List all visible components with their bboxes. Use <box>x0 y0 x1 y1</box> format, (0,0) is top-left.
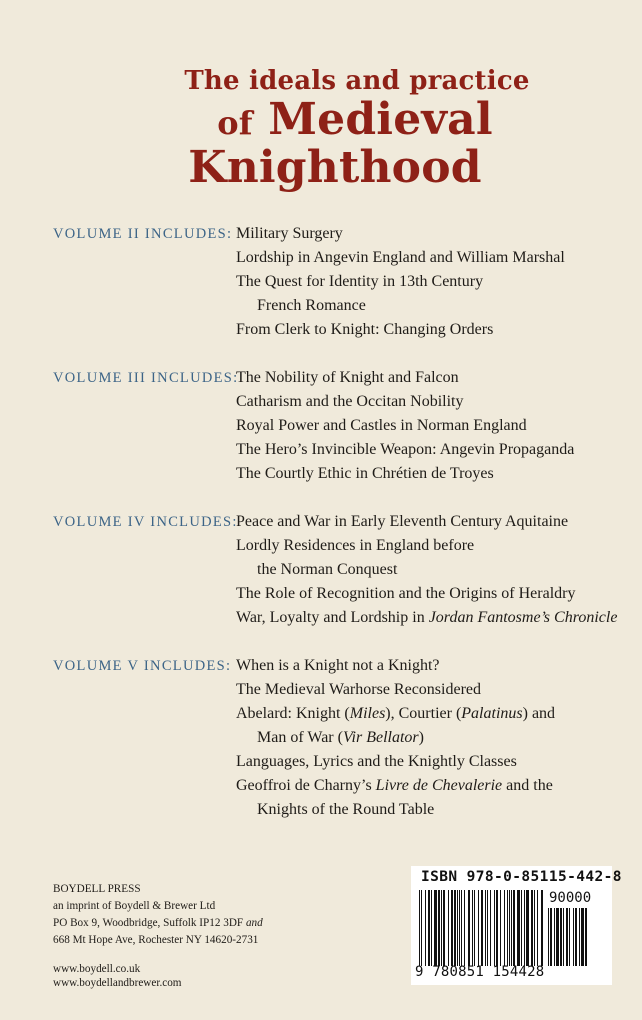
isbn-text: ISBN 978-0-85115-442-8 <box>421 869 622 885</box>
barcode-bar <box>478 890 479 966</box>
barcode-bar <box>531 890 533 966</box>
volume-label: VOLUME IV INCLUDES: <box>53 514 238 530</box>
contents-item: Lordship in Angevin England and William Marshal <box>236 249 565 266</box>
barcode-bar <box>573 908 574 966</box>
barcode <box>411 866 622 985</box>
barcode-bar <box>481 890 483 966</box>
publisher-line: 668 Mt Hope Ave, Rochester NY 14620-2731 <box>53 934 259 946</box>
title-line-2 <box>34 94 642 145</box>
barcode-bar <box>585 908 587 966</box>
barcode-bar <box>419 890 420 966</box>
barcode-bar <box>504 890 505 966</box>
barcode-bar <box>581 908 584 966</box>
barcode-digits: 9 780851 154428 <box>415 964 545 980</box>
item-text: ) and <box>522 705 556 722</box>
barcode-bar <box>541 890 543 966</box>
barcode-bar <box>461 890 462 966</box>
item-italic: Palatinus <box>461 705 523 722</box>
barcode-bar <box>464 890 465 966</box>
item-italic: Miles <box>349 705 386 722</box>
contents-item: Catharism and the Occitan Nobility <box>236 393 464 410</box>
contents-item: Languages, Lyrics and the Knightly Classes <box>236 753 517 770</box>
contents-item: Military Surgery <box>236 225 343 242</box>
item-text: Man of War ( <box>257 729 343 746</box>
contents-item: Knights of the Round Table <box>257 801 435 818</box>
website-link[interactable]: www.boydell.co.uk <box>53 963 141 975</box>
barcode-bar <box>434 890 437 966</box>
barcode-bar <box>524 890 525 966</box>
barcode-bar <box>579 908 580 966</box>
address-text: PO Box 9, Woodbridge, Suffolk IP12 3DF <box>53 917 244 929</box>
title-line-3: Knighthood <box>188 142 482 193</box>
item-text: Abelard: Knight ( <box>236 705 350 722</box>
barcode-bar <box>472 890 473 966</box>
barcode-bar <box>451 890 453 966</box>
item-text: War, Loyalty and Lordship in <box>236 609 425 626</box>
item-text: ) <box>418 729 424 746</box>
barcode-bar <box>563 908 564 966</box>
contents-item <box>236 609 617 627</box>
barcode-bar <box>560 908 562 966</box>
contents-item: The Quest for Identity in 13th Century <box>236 273 484 290</box>
barcode-bar <box>490 890 491 966</box>
title-of: of <box>217 104 253 142</box>
barcode-bar <box>448 890 449 966</box>
barcode-bar <box>575 908 577 966</box>
barcode-bars <box>419 890 543 966</box>
item-italic: Jordan Fantosme’s Chronicle <box>428 609 618 626</box>
barcode-bar <box>517 890 520 966</box>
contents-item: Peace and War in Early Eleventh Century Aquitaine <box>236 513 569 530</box>
barcode-bar <box>425 890 426 966</box>
item-italic: Vir Bellator <box>342 729 419 746</box>
publisher-name: BOYDELL PRESS <box>53 883 141 895</box>
barcode-bar <box>507 890 508 966</box>
contents-item: From Clerk to Knight: Changing Orders <box>236 321 494 338</box>
barcode-bar <box>513 890 515 966</box>
contents-item: The Nobility of Knight and Falcon <box>236 369 459 386</box>
item-italic: Livre de Chevalerie <box>375 777 503 794</box>
website-link[interactable]: www.boydellandbrewer.com <box>53 977 182 989</box>
volume-label: VOLUME V INCLUDES: <box>53 658 232 674</box>
barcode-bar <box>521 890 522 966</box>
barcode-bar <box>526 890 529 966</box>
barcode-bar <box>421 890 422 966</box>
title-medieval: Medieval <box>268 94 493 145</box>
barcode-bar <box>550 908 552 966</box>
barcode-bar <box>468 890 470 966</box>
item-text: and the <box>506 777 553 794</box>
barcode-bar <box>441 890 442 966</box>
item-text: Geoffroi de Charny’s <box>236 777 372 794</box>
volume-label: VOLUME III INCLUDES: <box>53 370 239 386</box>
contents-item: When is a Knight not a Knight? <box>236 657 440 674</box>
barcode-bar <box>566 908 568 966</box>
barcode-bar <box>474 890 475 966</box>
contents-item <box>236 777 553 795</box>
address-and: and <box>245 917 263 929</box>
barcode-bar <box>485 890 486 966</box>
contents-item: French Romance <box>257 297 366 314</box>
contents-item: The Hero’s Invincible Weapon: Angevin Propaganda <box>236 441 575 458</box>
barcode-bar <box>454 890 456 966</box>
barcode-bar <box>509 890 510 966</box>
barcode-bar <box>496 890 498 966</box>
barcode-bar <box>431 890 432 966</box>
barcode-bar <box>500 890 501 966</box>
barcode-bar <box>556 908 559 966</box>
contents-item: The Medieval Warhorse Reconsidered <box>236 681 481 698</box>
contents-item: the Norman Conquest <box>257 561 398 578</box>
barcode-bar <box>487 890 488 966</box>
contents-item <box>236 705 555 723</box>
barcode-bar <box>494 890 495 966</box>
title-line-1: The ideals and practice <box>184 66 530 96</box>
barcode-bar <box>548 908 549 966</box>
barcode-bar <box>554 908 555 966</box>
barcode-bar <box>534 890 535 966</box>
barcode-bar <box>569 908 570 966</box>
contents-item: The Role of Recognition and the Origins of Heraldry <box>236 585 576 602</box>
barcode-bar <box>459 890 460 966</box>
barcode-addon-digits: 90000 <box>549 890 592 906</box>
item-text: ), Courtier ( <box>385 705 462 722</box>
contents-item: The Courtly Ethic in Chrétien de Troyes <box>236 465 494 482</box>
publisher-line <box>53 917 263 929</box>
barcode-bar <box>443 890 445 966</box>
contents-item <box>257 729 424 747</box>
barcode-bar <box>511 890 512 966</box>
contents-item: Royal Power and Castles in Norman England <box>236 417 527 434</box>
publisher-line: an imprint of Boydell & Brewer Ltd <box>53 900 216 912</box>
barcode-addon-bars <box>548 908 606 966</box>
barcode-bar <box>428 890 430 966</box>
volume-label: VOLUME II INCLUDES: <box>53 226 233 242</box>
barcode-bar <box>438 890 440 966</box>
barcode-bar <box>457 890 458 966</box>
barcode-bar <box>537 890 538 966</box>
contents-item: Lordly Residences in England before <box>236 537 475 554</box>
